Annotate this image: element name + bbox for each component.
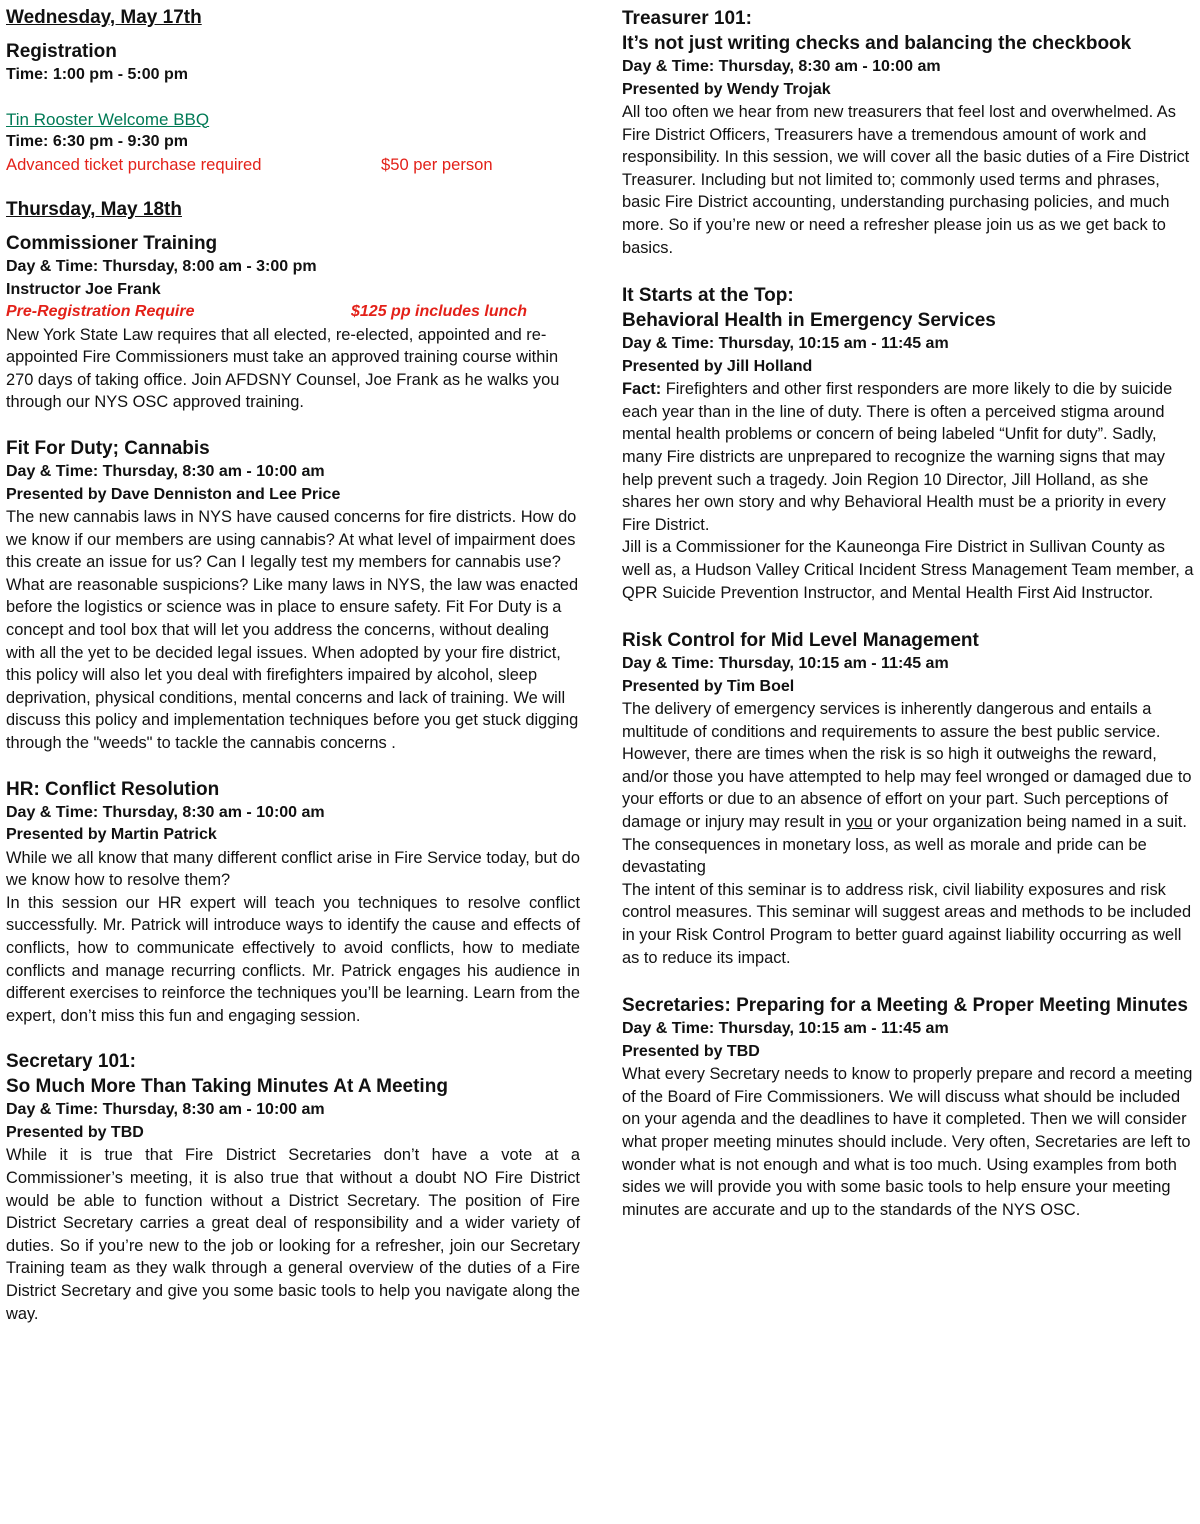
risk-description-1 (622, 698, 1194, 879)
prereg-note: Pre-Registration Require (6, 303, 195, 321)
behavioral-description-2: Jill is a Commissioner for the Kauneonga Fire District in Sullivan County as well as, a Hudson Valley Critical Incident Stress Management Team member, a QPR Suicide Prevention Instructor, and Mental Health First Aid Instructor. (622, 538, 1194, 602)
registration-time: Time: 1:00 pm - 5:00 pm (6, 66, 188, 83)
left-column (6, 6, 580, 1325)
secretaries-title: Secretaries: Preparing for a Meeting & Proper Meeting Minutes (622, 995, 1188, 1017)
behavioral-presenter: Presented by Jill Holland (622, 357, 813, 375)
fitduty-title: Fit For Duty; Cannabis (6, 438, 210, 460)
behavioral-time: Day & Time: Thursday, 10:15 am - 11:45 am (622, 335, 949, 353)
secretaries-presenter: Presented by TBD (622, 1042, 760, 1060)
risk-text-a: The delivery of emergency services is inherently dangerous and entails a multitude of conditions and requirements to assure the best public service. However, there are times when the risk is so high it outweighs the reward, and/or those you have attempted to help may feel wronged or damaged due to your efforts or due to an absence of effort on your part. Such perceptions of damage or injury may result in (622, 700, 1192, 832)
commissioner-price: $125 pp includes lunch (351, 303, 528, 321)
secretary101-time: Day & Time: Thursday, 8:30 am - 10:00 am (6, 1101, 325, 1119)
commissioner-description: New York State Law requires that all elected, re-elected, appointed and re-appointed Fire Commissioners must take an approved training course within 270 days of taking office. Join AFDSNY Counsel, Joe Frank as he walks you through our NYS OSC approved training. (6, 325, 560, 412)
bbq-ticket-row (6, 154, 580, 177)
behavioral-title-1: It Starts at the Top: (622, 285, 794, 307)
commissioner-instructor: Instructor Joe Frank (6, 280, 161, 298)
hr-presenter: Presented by Martin Patrick (6, 826, 217, 844)
treasurer-description: All too often we hear from new treasurers that feel lost and overwhelmed. As Fire District Officers, Treasurers have a tremendous amount of work and responsibility. In this session, we will cover all the basic duties of a Fire District Treasurer. Including but not limited to; commonly used terms and phrases, basic Fire District accounting, understanding purchasing policies, and much more. So if you’re new or need a refresher please join us as we get back to basics. (622, 103, 1190, 257)
treasurer-title-2: It’s not just writing checks and balancing the checkbook (622, 33, 1132, 54)
bbq-time: Time: 6:30 pm - 9:30 pm (6, 133, 188, 150)
fitduty-description: The new cannabis laws in NYS have caused concerns for fire districts. How do we know if our members are using cannabis? At what level of impairment does this create an issue for us? Can I legally test my members for cannabis use? What are reasonable suspicions? Like many laws in NYS, the law was enacted before the logistics or science was in place to ensure safety. Fit For Duty is a concept and tool box that will let you address the concerns, without dealing with all the yet to be decided legal issues. When adopted by your fire district, this policy will also let you deal with firefighters impaired by alcohol, sleep deprivation, physical conditions, mental concerns and lack of training. We will discuss this policy and implementation techniques before you get stuck digging through the "weeds" to tackle the cannabis concerns . (6, 508, 579, 752)
hr-description-2: In this session our HR expert will teach you techniques to resolve conflict successfully. Mr. Patrick will introduce ways to identify the cause and effects of conflicts, how to communicate effectively to avoid conflicts, how to mediate conflicts and manage recurring conflicts. Mr. Patrick engages his audience in different exercises to reinforce the techniques you’ll be learning. Learn from the expert, don’t miss this fun and engaging session. (6, 893, 580, 1025)
secretary101-description: While it is true that Fire District Secretaries don’t have a vote at a Commissioner’s meeting, it is also true that without a doubt NO Fire District would be able to function without a District Secretary. The position of Fire District Secretary carries a great deal of responsibility and a wider variety of duties. So if you’re new to the job or looking for a refresher, join our Secretary Training team as they walk through a general overview of the duties of a Fire District Secretary and give you some basic tools to help you navigate along the way. (6, 1146, 580, 1323)
risk-title: Risk Control for Mid Level Management (622, 630, 979, 652)
risk-presenter: Presented by Tim Boel (622, 677, 795, 695)
secretary101-presenter: Presented by TBD (6, 1123, 144, 1141)
fitduty-time: Day & Time: Thursday, 8:30 am - 10:00 am (6, 463, 325, 481)
registration-title: Registration (6, 41, 117, 62)
treasurer-presenter: Presented by Wendy Trojak (622, 80, 831, 98)
bbq-price: $50 per person (381, 154, 493, 174)
fact-text: Firefighters and other first responders are more likely to die by suicide each year than in the line of duty. There is often a perceived stigma around mental health problems or concern of being labeled “Unfit for duty”. Sadly, many Fire districts are unprepared to recognize the warning signs that may help prevent such a tragedy. Join Region 10 Director, Jill Holland, as she shares her own story and why Behavioral Health must be a priority in every Fire District. (622, 380, 1173, 534)
behavioral-description-1 (622, 378, 1194, 536)
hr-description-1: While we all know that many different conflict arise in Fire Service today, but do we know how to resolve them? (6, 848, 580, 890)
wednesday-heading: Wednesday, May 17th (6, 7, 202, 28)
commissioner-time: Day & Time: Thursday, 8:00 am - 3:00 pm (6, 258, 317, 276)
secretary101-title-1: Secretary 101: (6, 1051, 136, 1073)
bbq-ticket-note: Advanced ticket purchase required (6, 154, 262, 174)
commissioner-title: Commissioner Training (6, 233, 218, 255)
commissioner-prereg-row (6, 301, 580, 324)
risk-text-b: or your organization being named in a suit. The consequences in monetary loss, as well as morale and pride can be devastating (622, 813, 1187, 877)
hr-time: Day & Time: Thursday, 8:30 am - 10:00 am (6, 803, 325, 821)
secretary101-title-2: So Much More Than Taking Minutes At A Meeting (6, 1076, 448, 1098)
fitduty-presenter: Presented by Dave Denniston and Lee Price (6, 485, 341, 503)
secretaries-description: What every Secretary needs to know to properly prepare and record a meeting of the Board of Fire Commissioners. We will discuss what should be included on your agenda and the deadlines to have it completed. Then we will consider what proper meeting minutes should include. Very often, Secretaries are left to wonder what is not enough and what is too much. Using examples from both sides we will provide you with some basic tools to help ensure your meeting minutes are accurate and up to the standards of the NYS OSC. (622, 1065, 1193, 1219)
bbq-link[interactable]: Tin Rooster Welcome BBQ (6, 109, 210, 129)
risk-text-underlined: you (846, 813, 873, 832)
treasurer-time: Day & Time: Thursday, 8:30 am - 10:00 am (622, 58, 941, 75)
treasurer-title-1: Treasurer 101: (622, 8, 752, 29)
hr-title: HR: Conflict Resolution (6, 778, 220, 800)
secretaries-time: Day & Time: Thursday, 10:15 am - 11:45 am (622, 1020, 949, 1038)
fact-label: Fact: (622, 380, 662, 399)
risk-description-2: The intent of this seminar is to address risk, civil liability exposures and risk control measures. This seminar will suggest areas and methods to be included in your Risk Control Program to better guard against liability occurring as well as to reduce its impact. (622, 880, 1192, 967)
thursday-heading: Thursday, May 18th (6, 199, 182, 221)
right-column (622, 6, 1194, 1221)
risk-time: Day & Time: Thursday, 10:15 am - 11:45 am (622, 655, 949, 673)
behavioral-title-2: Behavioral Health in Emergency Services (622, 310, 996, 332)
